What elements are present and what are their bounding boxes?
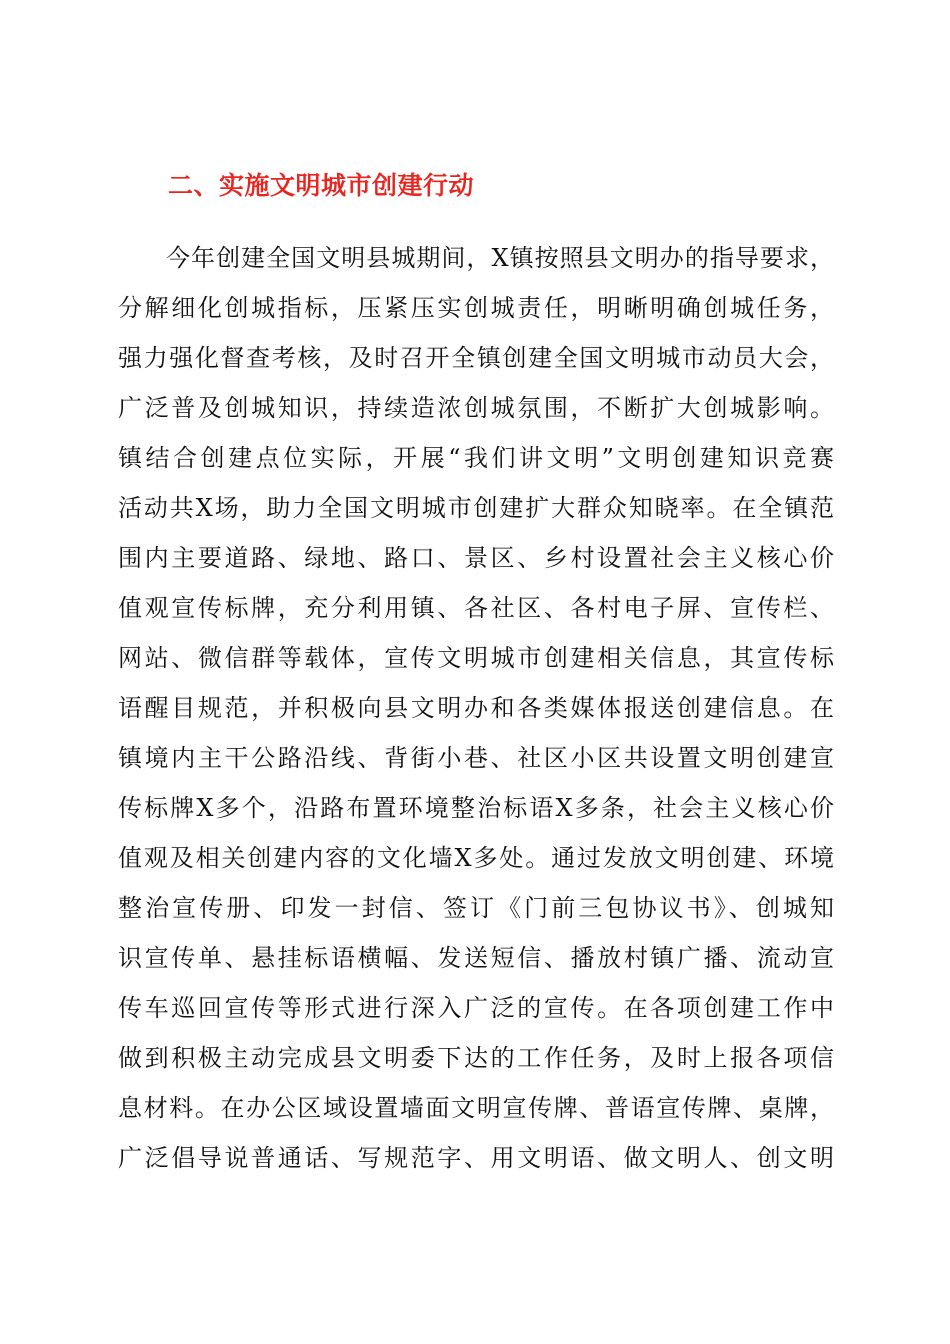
paragraph-line: 活动共X场，助力全国文明城市创建扩大群众知晓率。在全镇范 — [118, 494, 834, 522]
paragraph-line: 强力强化督查考核，及时召开全镇创建全国文明城市动员大会， — [118, 344, 834, 372]
section-heading: 二、实施文明城市创建行动 — [168, 171, 475, 200]
paragraph-line: 广泛倡导说普通话、写规范字、用文明语、做文明人、创文明 — [118, 1144, 834, 1172]
paragraph-line: 传车巡回宣传等形式进行深入广泛的宣传。在各项创建工作中 — [118, 994, 834, 1022]
paragraph-line: 语醒目规范，并积极向县文明办和各类媒体报送创建信息。在 — [118, 694, 834, 722]
paragraph-line: 分解细化创城指标，压紧压实创城责任，明晰明确创城任务， — [118, 294, 834, 322]
paragraph-line: 值观宣传标牌，充分利用镇、各社区、各村电子屏、宣传栏、 — [118, 594, 834, 622]
body-paragraph — [118, 233, 834, 1183]
paragraph-line: 网站、微信群等载体，宣传文明城市创建相关信息，其宣传标 — [118, 644, 834, 672]
paragraph-line: 镇境内主干公路沿线、背街小巷、社区小区共设置文明创建宣 — [118, 744, 834, 772]
paragraph-line: 做到积极主动完成县文明委下达的工作任务，及时上报各项信 — [118, 1044, 834, 1072]
paragraph-line: 识宣传单、悬挂标语横幅、发送短信、播放村镇广播、流动宣 — [118, 944, 834, 972]
paragraph-line: 传标牌X多个，沿路布置环境整治标语X多条，社会主义核心价 — [118, 794, 834, 822]
paragraph-line: 围内主要道路、绿地、路口、景区、乡村设置社会主义核心价 — [118, 544, 834, 572]
paragraph-line: 息材料。在办公区域设置墙面文明宣传牌、普语宣传牌、桌牌， — [118, 1094, 834, 1122]
paragraph-line: 镇结合创建点位实际，开展“我们讲文明”文明创建知识竞赛 — [118, 444, 834, 472]
paragraph-line: 广泛普及创城知识，持续造浓创城氛围，不断扩大创城影响。 — [118, 394, 834, 422]
paragraph-line: 今年创建全国文明县城期间，X镇按照县文明办的指导要求， — [166, 244, 834, 272]
paragraph-line: 值观及相关创建内容的文化墙X多处。通过发放文明创建、环境 — [118, 844, 834, 872]
paragraph-line: 整治宣传册、印发一封信、签订《门前三包协议书》、创城知 — [118, 894, 834, 922]
